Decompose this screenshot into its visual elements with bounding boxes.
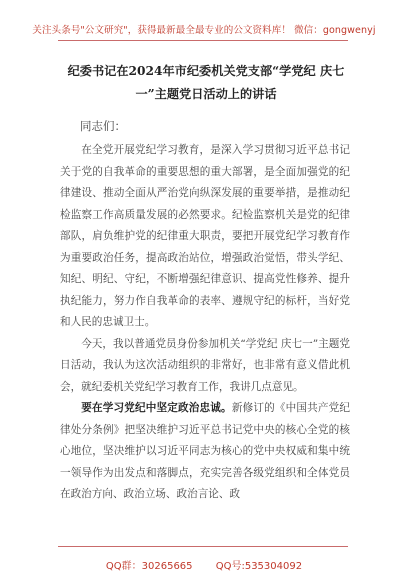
document-title: 纪委书记在2024年市纪委机关党支部“学党纪 庆七一”主题党日活动上的讲话	[67, 64, 345, 101]
footer-qq-group: QQ群：30265665	[105, 561, 193, 572]
paragraph-3	[60, 398, 350, 506]
paragraph-2: 今天，我以普通党员身份参加机关“学党纪 庆七一”主题党日活动，我认为这次活动组织的非常好，也非常有意义借此机会，就纪委机关党纪学习教育工作，我讲几点意见。	[60, 337, 350, 393]
section-1-heading: 要在学习党纪中坚定政治忠诚。	[81, 402, 232, 414]
footer-divider	[58, 546, 348, 547]
footer-qq-number: QQ号:535304092	[215, 561, 303, 572]
document-body	[60, 140, 350, 506]
header-banner: 关注头条号"公文研究"，获得最新最全最专业的公文资料库！ 微信：gongwenyj	[32, 25, 376, 36]
header-divider	[58, 40, 348, 41]
paragraph-1: 在全党开展党纪学习教育，是深入学习贯彻习近平总书记关于党的自我革命的重要思想的重大部署，是全面加强党的纪律建设、推动全面从严治党向纵深发展的重要举措，是推动纪检监察工作高质量发展的必然要求。纪检监察机关是党的纪律部队，肩负维护党的纪律重大职责，要把开展党纪学习教育作为重要政治任务，提高政治站位，增强政治觉悟，带头学纪、知纪、明纪、守纪，不断增强纪律意识、提高党性修养、提升执纪能力，努力作自我革命的表率、遵规守纪的标杆，当好党和人民的忠诚卫士。	[60, 144, 350, 328]
salutation: 同志们：	[80, 119, 126, 133]
section-1-text: 新修订的《中国共产党纪律处分条例》把坚决维护习近平总书记党中央的核心全党的核心地位，坚决维护以习近平同志为核心的党中央权威和集中统一领导作为出发点和落脚点，充实完善各级党组织和全体党员在政治方向、政治立场、政治言论、政	[60, 402, 351, 500]
footer	[0, 557, 408, 572]
